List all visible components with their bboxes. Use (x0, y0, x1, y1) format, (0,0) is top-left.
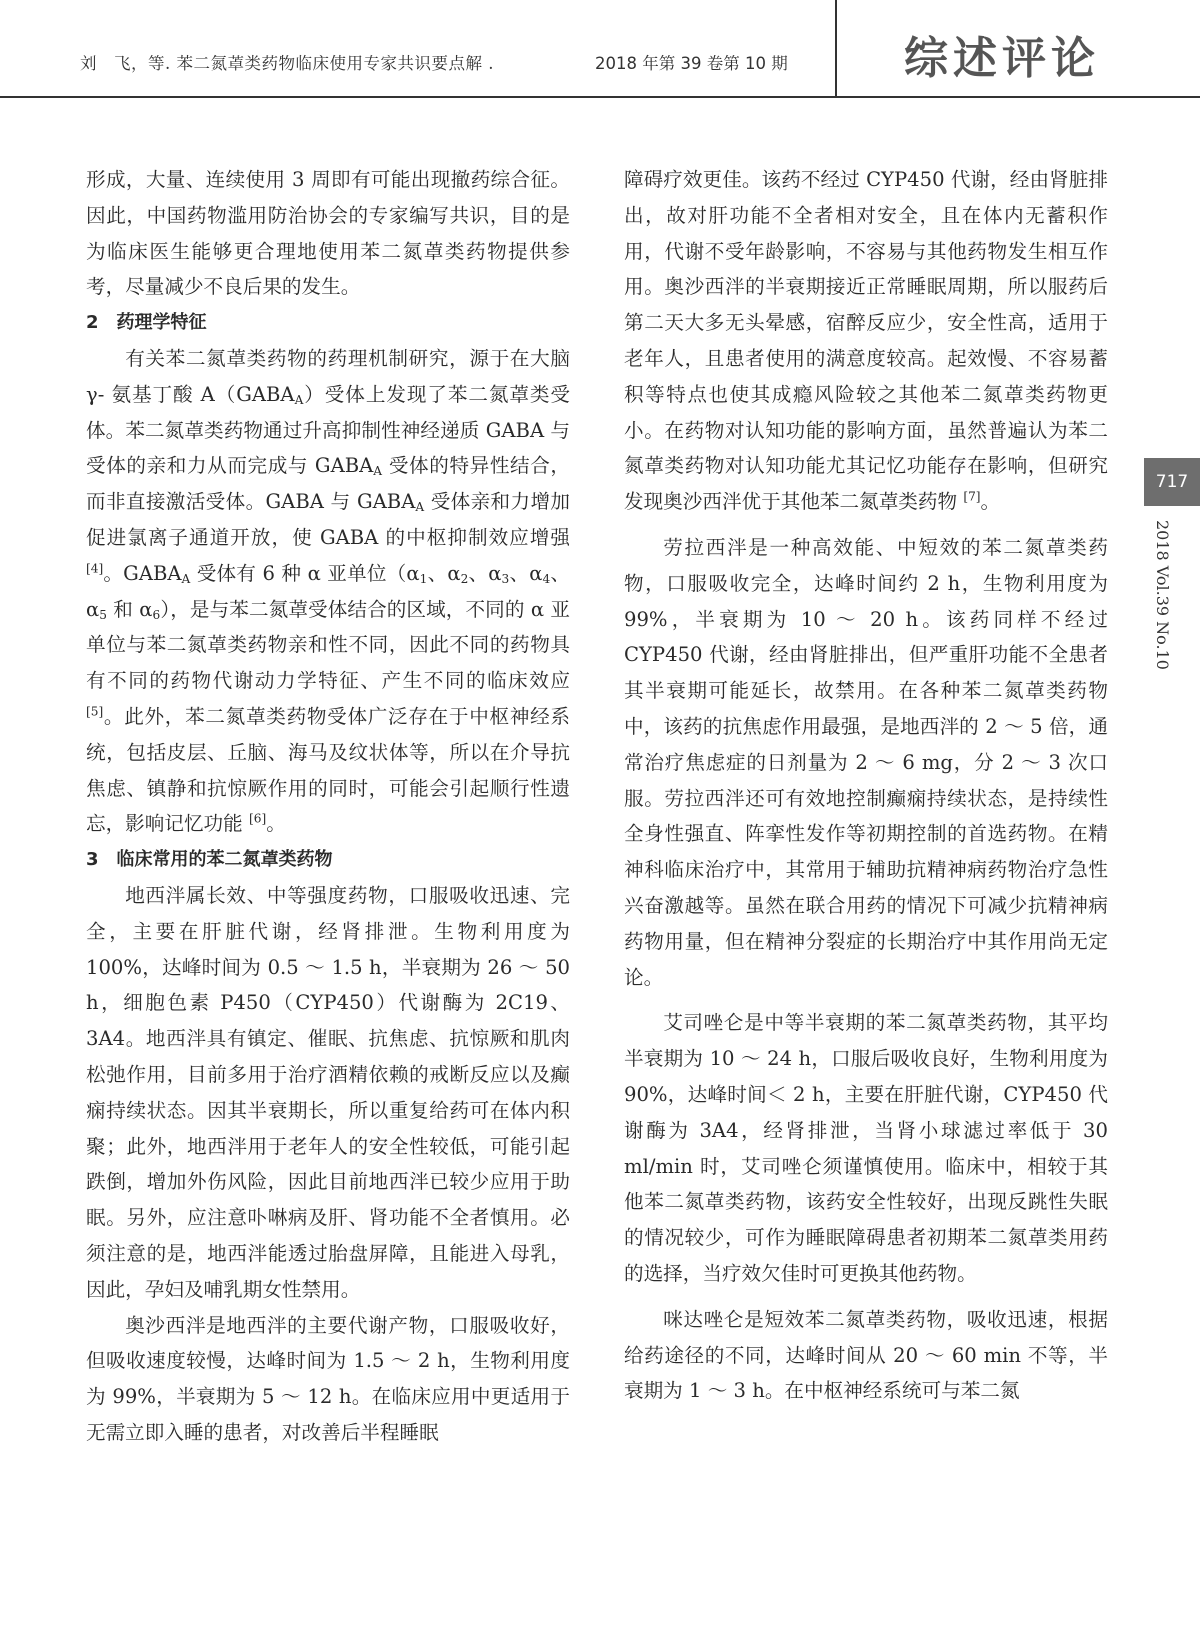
paragraph: 地西泮属长效、中等强度药物，口服吸收迅速、完全，主要在肝脏代谢，经肾排泄。生物利用度为 100%，达峰时间为 0.5 ～ 1.5 h，半衰期为 26 ～ 50 h，细胞色素 P450（CYP450）代谢酶为 2C19、3A4。地西泮具有镇定、催眠、抗焦虑、抗惊厥和肌肉松弛作用，目前多用于治疗酒精依赖的戒断反应以及癫痫持续状态。因其半衰期长，所以重复给药可在体内积聚；此外，地西泮用于老年人的安全性较低，可能引起跌倒，增加外伤风险，因此目前地西泮已较少应用于助眠。另外，应注意卟啉病及肝、肾功能不全者慎用。必须注意的是，地西泮能透过胎盘屏障，且能进入母乳，因此，孕妇及哺乳期女性禁用。 (86, 883, 570, 1301)
citation: [4] (86, 561, 104, 576)
paragraph: 障碍疗效更佳。该药不经过 CYP450 代谢，经由肾脏排出，故对肝功能不全者相对安全，且在体内无蓄积作用，代谢不受年龄影响，不容易与其他药物发生相互作用。奥沙西泮的半衰期接近正常睡眠周期，所以服药后第二天大多无头晕感，宿醉反应少，安全性高，适用于老年人，且患者使用的满意度较高。起效慢、不容易蓄积等特点也使其成瘾风险较之其他苯二氮䓬类药物更小。在药物对认知功能的影响方面，虽然普遍认为苯二氮䓬类药物对认知功能尤其记忆功能存在影响，但研究发现奥沙西泮优于其他苯二氮䓬类药物 [7]。 (624, 168, 1108, 514)
page-number-tab: 717 (1144, 458, 1200, 506)
header-divider-vertical (835, 0, 837, 97)
citation: [6] (248, 812, 267, 827)
paragraph: 有关苯二氮䓬类药物的药理机制研究，源于在大脑 γ- 氨基丁酸 $A(GABA_A)$受体上发现了苯二氮䓬类受体。苯二氮䓬类药物通过升高抑制性神经递质 GABA 与受体的亲和力从而完成与 $GABA_A$ 受体的特异性结合，而非直接激活受体。GABA 与 $GABA_A$ 受体亲和力增加促进氯离子通道开放，使 GABA 的中枢抑制效应增强 [4]。$GABA_A$ 受体有 6 种 α 亚单位（$\alpha_1$、$\alpha_2$、$\alpha_3$、$\alpha_4$、$\alpha_5$ 和 $\alpha_6$），是与苯二氮䓬受体结合的区域，不同的 α 亚单位与苯二氮䓬类药物亲和性不同，因此不同的药物具有不同的药物代谢动力学特征、产生不同的临床效应 [5]。此外，苯二氮䓬类药物受体广泛存在于中枢神经系统，包括皮层、丘脑、海马及纹状体等，所以在介导抗焦虑、镇静和抗惊厥作用的同时，可能会引起顺行性遗忘，影响记忆功能 [6]。 (86, 346, 571, 836)
paragraph: 咪达唑仑是短效苯二氮䓬类药物，吸收迅速，根据给药途径的不同，达峰时间从 20 ～ 60 min 不等，半衰期为 1 ～ 3 h。在中枢神经系统可与苯二氮 (624, 1307, 1108, 1403)
page-header (0, 0, 1200, 98)
section-heading: 3 临床常用的苯二氮䓬类药物 (86, 849, 333, 871)
paragraph: 劳拉西泮是一种高效能、中短效的苯二氮䓬类药物，口服吸收完全，达峰时间约 2 h，生物利用度为 99%，半衰期为 10 ～ 20 h。该药同样不经过 CYP450 代谢，经由肾脏排出，但严重肝功能不全患者其半衰期可能延长，故禁用。在各种苯二氮䓬类药物中，该药的抗焦虑作用最强，是地西泮的 2 ～ 5 倍，通常治疗焦虑症的日剂量为 2 ～ 6 mg，分 2 ～ 3 次口服。劳拉西泮还可有效地控制癫痫持续状态，是持续性全身性强直、阵挛性发作等初期控制的首选药物。在精神科临床治疗中，其常用于辅助抗精神病药物治疗急性兴奋激越等。虽然在联合用药的情况下可减少抗精神病药物用量，但在精神分裂症的长期治疗中其作用尚无定论。 (624, 535, 1108, 989)
left-column (86, 162, 570, 1451)
paragraph: 奥沙西泮是地西泮的主要代谢产物，口服吸收好，但吸收速度较慢，达峰时间为 1.5 ～ 2 h，生物利用度为 99%，半衰期为 5 ～ 12 h。在临床应用中更适用于无需立即入睡的患者，对改善后半程睡眠 (86, 1313, 570, 1444)
issue-info: 2018 年第 39 卷第 10 期 (595, 54, 788, 73)
citation: [5] (86, 704, 104, 719)
running-head: 刘 飞，等. 苯二氮䓬类药物临床使用专家共识要点解 . (80, 54, 494, 73)
paragraph: 形成，大量、连续使用 3 周即有可能出现撤药综合征。因此，中国药物滥用防治协会的专家编写共识，目的是为临床医生能够更合理地使用苯二氮䓬类药物提供参考，尽量减少不良后果的发生。 (86, 168, 570, 299)
citation: [7] (963, 489, 981, 504)
header-rule (0, 96, 1200, 98)
side-volume-label: 2018 Vol.39 No.10 (1153, 520, 1172, 670)
paragraph: 艾司唑仑是中等半衰期的苯二氮䓬类药物，其平均半衰期为 10 ～ 24 h，口服后吸收良好，生物利用度为 90%，达峰时间＜ 2 h，主要在肝脏代谢，CYP450 代谢酶为 3A4，经肾排泄，当肾小球滤过率低于 30 ml/min 时，艾司唑仑须谨慎使用。临床中，相较于其他苯二氮䓬类药物，该药安全性较好，出现反跳性失眠的情况较少，可作为睡眠障碍患者初期苯二氮䓬类用药的选择，当疗效欠佳时可更换其他药物。 (624, 1011, 1108, 1285)
right-column (624, 162, 1108, 1409)
section-heading: 2 药理学特征 (86, 312, 207, 334)
section-label: 综述评论 (904, 33, 1100, 84)
